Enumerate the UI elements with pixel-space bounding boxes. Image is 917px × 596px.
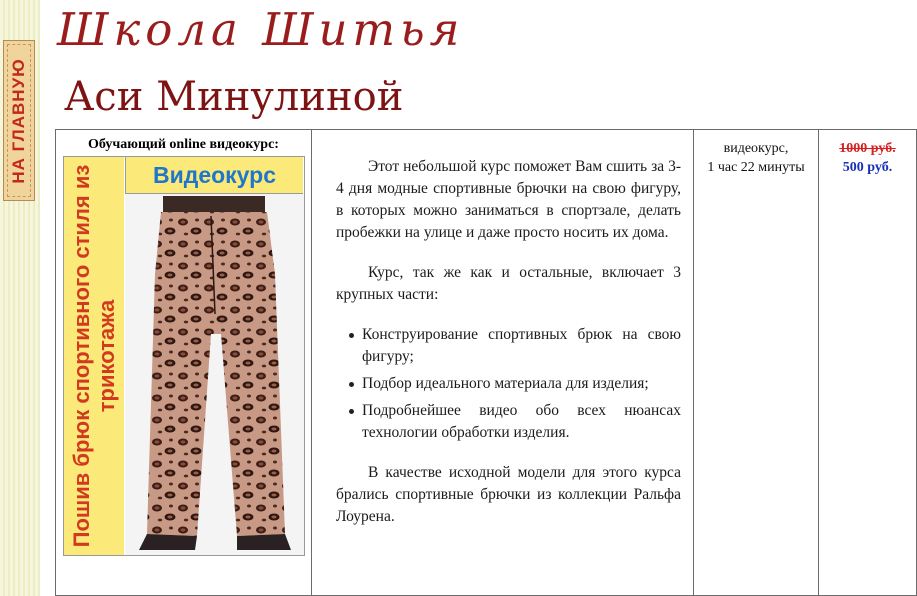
list-item: Подбор идеального материала для изделия; [362, 373, 681, 395]
course-image-caption: Обучающий online видеокурс: [88, 137, 279, 152]
description-paragraph-2: Курс, так же как и остальные, включает 3 крупных части: [336, 264, 681, 303]
description-paragraph-1: Этот небольшой курс поможет Вам сшить за 3-4 дня модные спортивные брючки на свою фигуру, в которых можно заниматься в спортзале, делать пробежки на улице и даже просто носить их дома. [336, 158, 681, 241]
duration-length: 1 час 22 минуты [707, 160, 805, 175]
home-nav-label[interactable]: НА ГЛАВНУЮ [9, 57, 28, 184]
poster-course-title: Пошив брюк спортивного стиля из трикотажа [69, 164, 119, 548]
new-price: 500 руб. [842, 160, 893, 175]
pants-photo [125, 194, 304, 555]
old-price: 1000 руб. [839, 141, 896, 156]
description-paragraph-3: В качестве исходной модели для этого курса брались спортивные брючки из коллекции Ральфа Лоурена. [336, 464, 681, 525]
course-poster[interactable] [63, 156, 305, 556]
list-item: Подробнейшее видео обо всех нюансах технологии обработки изделия. [362, 400, 681, 444]
brand-title-line2: Аси Минулиной [64, 74, 404, 120]
course-description-cell [312, 130, 694, 596]
course-price-cell [819, 130, 917, 596]
home-nav-tab[interactable] [3, 40, 35, 201]
duration-type: видеокурс, [723, 141, 789, 156]
list-item: Конструирование спортивных брюк на свою фигуру; [362, 324, 681, 368]
leopard-pants-illustration [125, 194, 304, 555]
brand-title-line1: Школа Шитья [57, 3, 465, 56]
course-duration-cell [694, 130, 819, 596]
poster-side-band [64, 157, 124, 555]
course-table [55, 129, 917, 596]
course-row [56, 130, 917, 596]
poster-video-label: Видеокурс [125, 157, 303, 194]
course-image-cell [56, 130, 312, 596]
description-list [336, 324, 681, 444]
